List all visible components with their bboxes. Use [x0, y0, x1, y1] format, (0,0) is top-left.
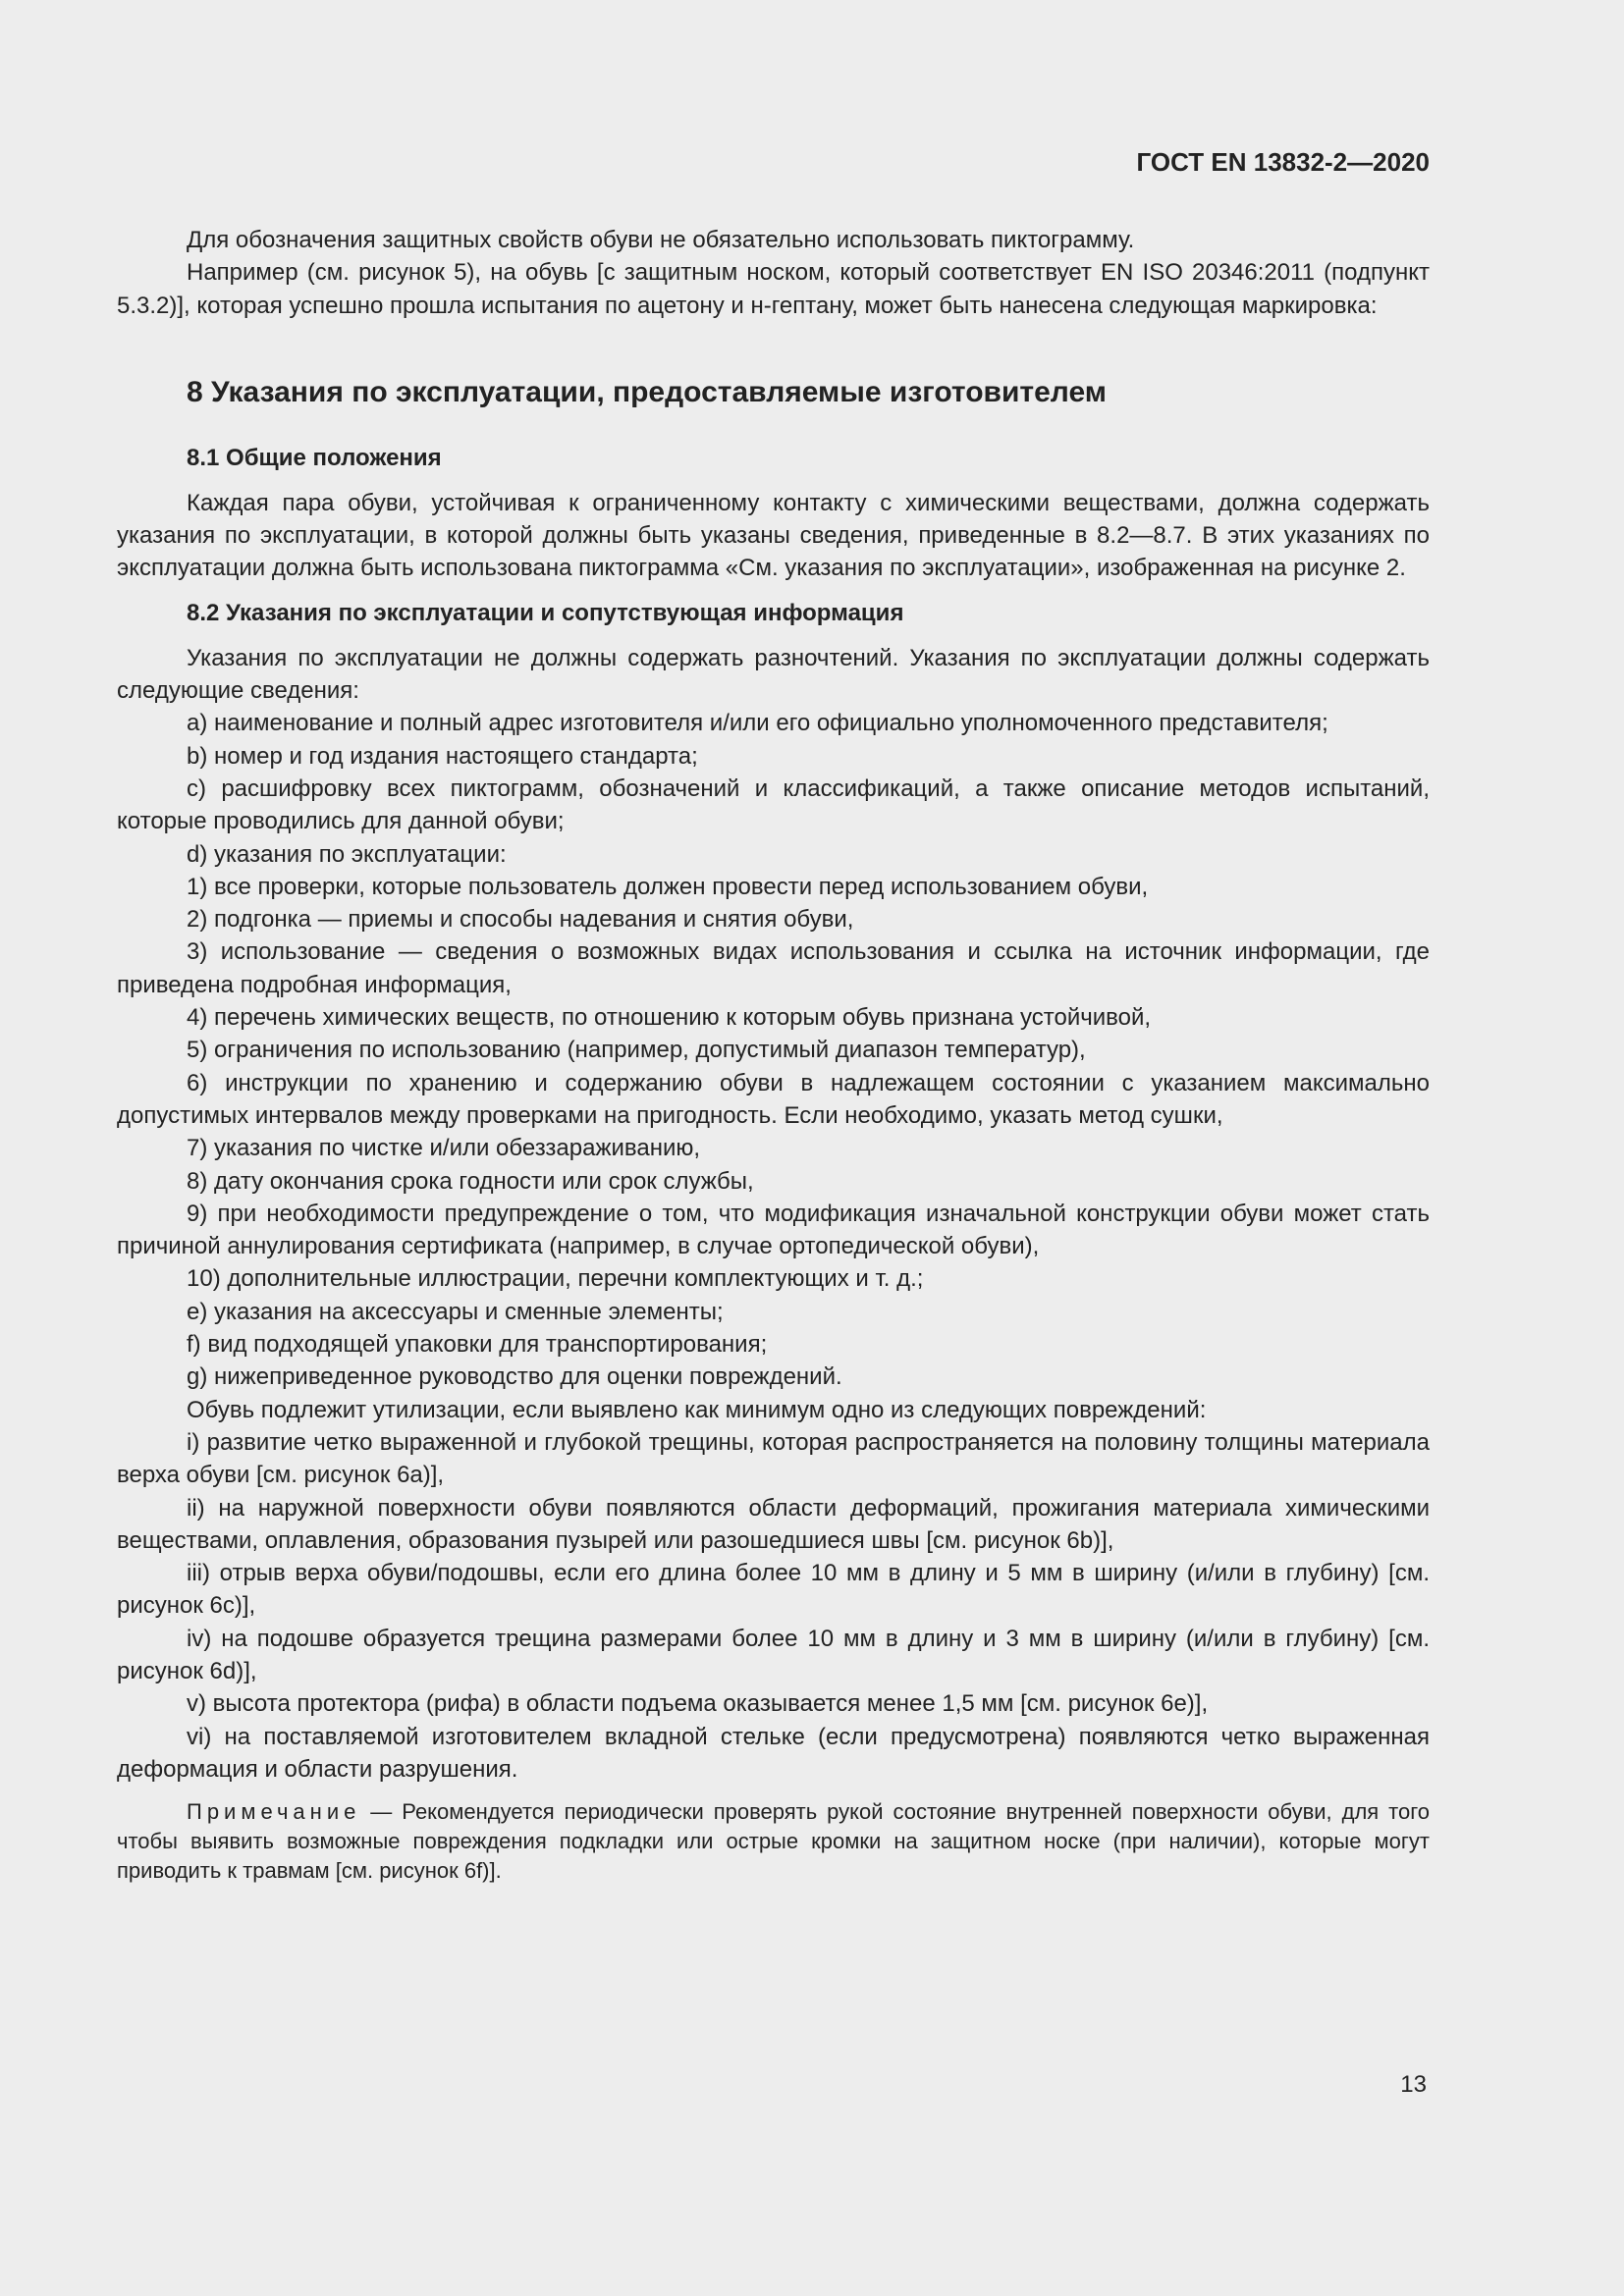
list-item: e) указания на аксессуары и сменные элементы; — [187, 1298, 724, 1325]
section-8-1-heading: 8.1 Общие положения — [187, 444, 442, 471]
list-item: 3) использование — сведения о возможных видах использования и ссылка на источник информации, где приведена подробная информация, — [117, 938, 1430, 998]
list-item: b) номер и год издания настоящего стандарта; — [187, 742, 698, 770]
intro-paragraph: Например (см. рисунок 5), на обувь [с защитным носком, который соответствует EN ISO 20346:2011 (подпункт 5.3.2)], которая успешно прошла испытания по ацетону и н-гептану, может быть нанесена следующая маркировка: — [117, 259, 1430, 319]
list-item: 1) все проверки, которые пользователь должен провести перед использованием обуви, — [187, 873, 1149, 900]
list-item: 6) инструкции по хранению и содержанию обуви в надлежащем состоянии с указанием максимально допустимых интервалов между проверками на пригодность. Если необходимо, указать метод сушки, — [117, 1069, 1430, 1129]
list-item: 10) дополнительные иллюстрации, перечни комплектующих и т. д.; — [187, 1265, 924, 1293]
list-item: vi) на поставляемой изготовителем вкладной стельке (если предусмотрена) появляются четко выраженная деформация и области разрушения. — [117, 1723, 1430, 1783]
list-item: 5) ограничения по использованию (например, допустимый диапазон температур), — [187, 1037, 1086, 1064]
requirements-list — [117, 707, 1430, 1786]
list-item: d) указания по эксплуатации: — [187, 840, 507, 868]
note-text: — Рекомендуется периодически проверять рукой состояние внутренней поверхности обуви, для того чтобы выявить возможные повреждения подкладки или острые кромки на защитном носке (при наличии), которые могут приводить к травмам [см. рисунок 6f)]. — [117, 1799, 1430, 1884]
list-item: g) нижеприведенное руководство для оценки повреждений. — [187, 1363, 842, 1391]
list-item: ii) на наружной поверхности обуви появляются области деформаций, прожигания материала химическими веществами, оплавления, образования пузырей или разошедшиеся швы [см. рисунок 6b)], — [117, 1494, 1430, 1554]
intro-paragraph: Для обозначения защитных свойств обуви не обязательно использовать пиктограмму. — [187, 227, 1135, 253]
section-8-1-text: Каждая пара обуви, устойчивая к ограниченному контакту с химическими веществами, должна содержать указания по эксплуатации, в которой должны быть указаны сведения, приведенные в 8.2—8.7. В этих указаниях по эксплуатации должна быть использована пиктограмма «См. указания по эксплуатации», изображенная на рисунке 2. — [117, 489, 1430, 582]
list-item: iv) на подошве образуется трещина размерами более 10 мм в длину и 3 мм в ширину (и/или в глубину) [см. рисунок 6d)], — [117, 1625, 1430, 1684]
note-label: Примечание — [187, 1799, 361, 1825]
list-item: 9) при необходимости предупреждение о том, что модификация изначальной конструкции обуви может стать причиной аннулирования сертификата (например, в случае ортопедической обуви), — [117, 1200, 1430, 1260]
list-item: a) наименование и полный адрес изготовителя и/или его официально уполномоченного представителя; — [187, 710, 1328, 737]
section-8-2-text: Указания по эксплуатации не должны содержать разночтений. Указания по эксплуатации должны содержать следующие сведения: — [117, 644, 1430, 705]
list-item: f) вид подходящей упаковки для транспортирования; — [187, 1331, 768, 1359]
list-item: iii) отрыв верха обуви/подошвы, если его длина более 10 мм в длину и 5 мм в ширину (и/или в глубину) [см. рисунок 6c)], — [117, 1560, 1430, 1620]
list-item: c) расшифровку всех пиктограмм, обозначений и классификаций, а также описание методов испытаний, которые проводились для данной обуви; — [117, 774, 1430, 835]
section-8-heading: 8 Указания по эксплуатации, предоставляемые изготовителем — [187, 375, 1107, 408]
note-paragraph — [117, 1797, 1430, 1886]
page-number: 13 — [1400, 2071, 1427, 2098]
standard-header: ГОСТ EN 13832-2—2020 — [1136, 147, 1430, 177]
list-item: i) развитие четко выраженной и глубокой трещины, которая распространяется на половину толщины материала верха обуви [см. рисунок 6a)], — [117, 1428, 1430, 1489]
list-item: 2) подгонка — приемы и способы надевания и снятия обуви, — [187, 906, 854, 934]
section-8-2-heading: 8.2 Указания по эксплуатации и сопутствующая информация — [187, 599, 904, 626]
page-content — [117, 224, 1430, 1886]
list-item: 4) перечень химических веществ, по отношению к которым обувь признана устойчивой, — [187, 1004, 1152, 1032]
list-item: 7) указания по чистке и/или обеззараживанию, — [187, 1135, 701, 1162]
list-item: 8) дату окончания срока годности или срок службы, — [187, 1167, 754, 1195]
list-item: v) высота протектора (рифа) в области подъема оказывается менее 1,5 мм [см. рисунок 6e)], — [187, 1690, 1209, 1718]
list-item: Обувь подлежит утилизации, если выявлено как минимум одно из следующих повреждений: — [187, 1396, 1207, 1423]
